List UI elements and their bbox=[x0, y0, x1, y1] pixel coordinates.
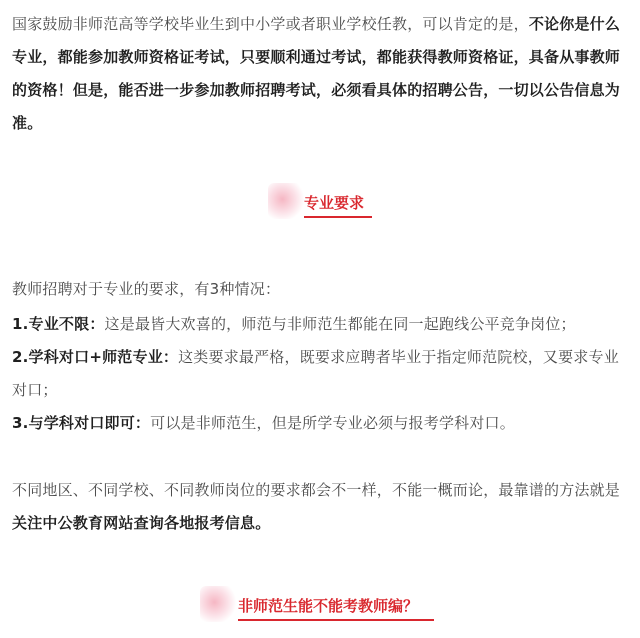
requirement-item bbox=[12, 341, 632, 407]
requirement-text: 可以是非师范生，但是所学专业必须与报考学科对口。 bbox=[150, 414, 515, 432]
requirements-lead: 教师招聘对于专业的要求，有3种情况： bbox=[12, 280, 281, 298]
section-title: 非师范生能不能考教师编？ bbox=[238, 597, 419, 615]
requirement-item bbox=[12, 407, 632, 440]
heading-decoration-icon bbox=[200, 586, 236, 622]
intro-text: 国家鼓励非师范高等学校毕业生到中小学或者职业学校任教，可以肯定的是， bbox=[12, 15, 529, 33]
advice-bold-text: 关注中公教育网站查询各地报考信息。 bbox=[12, 514, 271, 532]
requirement-text: 这类要求最严格，既要求应聘者毕业于指定师范院校，又要求专业对口； bbox=[12, 348, 619, 399]
intro-bold-text: 不论你是什么专业，都能参加教师资格证考试，只要顺利通过考试，都能获得教师资格证，具备从事教师的资格！但是，能否进一步参加教师招聘考试，必须看具体的招聘公告，一切以公告信息为准。 bbox=[12, 15, 621, 132]
advice-text: 不同地区、不同学校、不同教师岗位的要求都会不一样，不能一概而论，最靠谱的方法就是 bbox=[12, 481, 621, 499]
requirement-label: 2.学科对口+师范专业： bbox=[12, 348, 179, 366]
section-title-underline bbox=[304, 216, 372, 218]
requirement-item bbox=[12, 308, 632, 341]
intro-paragraph bbox=[12, 8, 632, 140]
section-heading-non-normal-students bbox=[200, 590, 419, 624]
section-heading-major-requirements bbox=[268, 187, 365, 221]
section-title: 专业要求 bbox=[304, 194, 365, 212]
heading-decoration-icon bbox=[268, 183, 304, 219]
advice-paragraph bbox=[12, 474, 632, 540]
requirement-label: 1.专业不限： bbox=[12, 315, 105, 333]
requirement-text: 这是最皆大欢喜的，师范与非师范生都能在同一起跑线公平竞争岗位； bbox=[104, 315, 576, 333]
section-title-underline bbox=[238, 619, 434, 621]
requirement-label: 3.与学科对口即可： bbox=[12, 414, 151, 432]
